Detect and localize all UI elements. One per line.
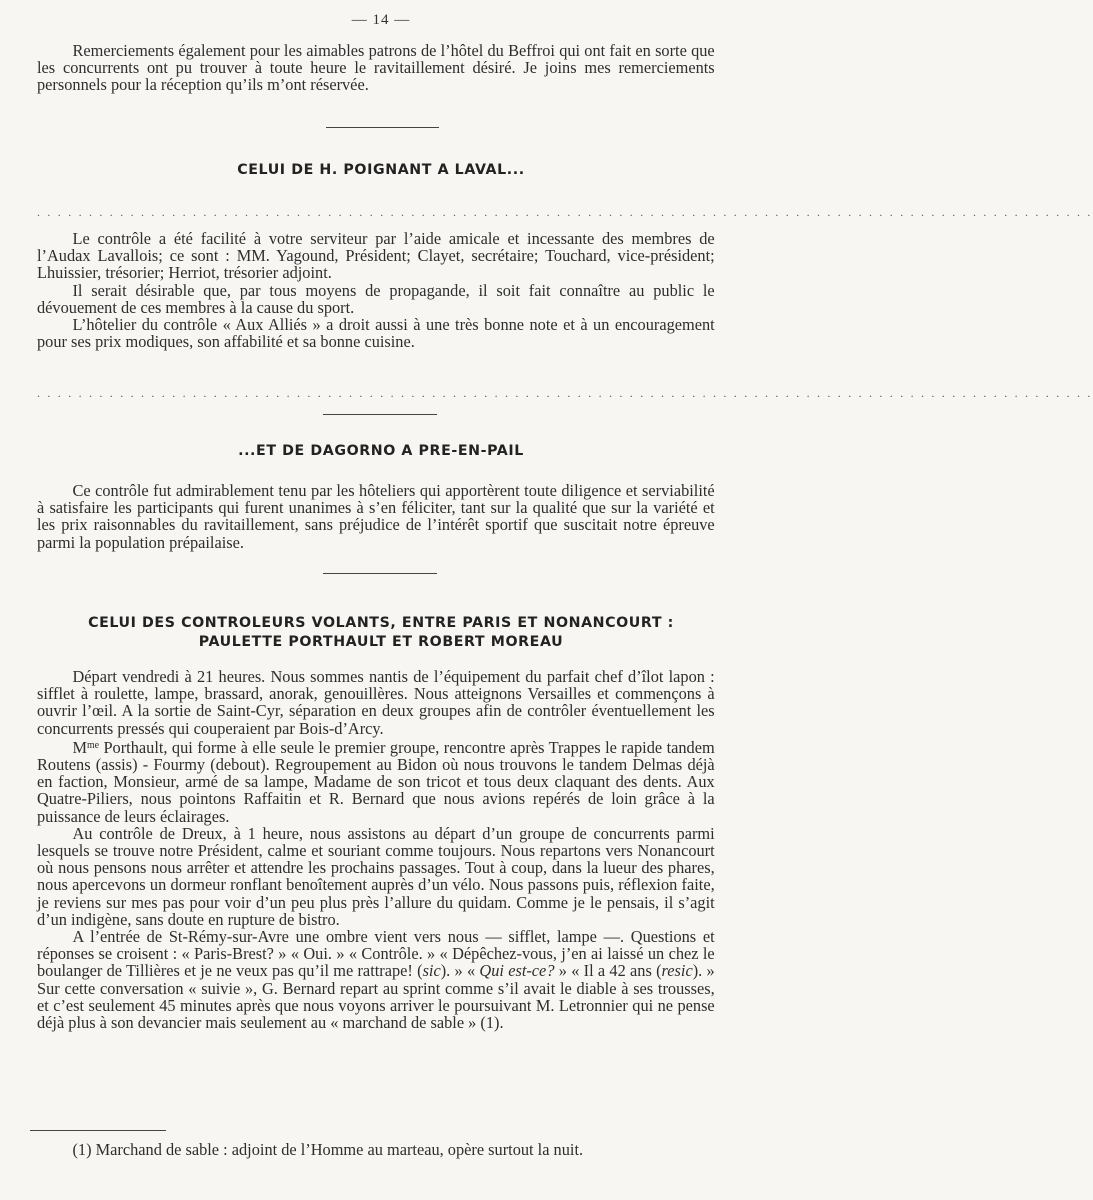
footnote-divider [30, 1130, 166, 1131]
section-divider [326, 127, 439, 128]
intro-paragraph: Remerciements également pour les aimables patrons de l’hôtel du Beffroi qui ont fait en sorte que les concurrents ont pu trouver à toute heure le ravitaillement désiré. Je joins mes remerciements personnels pour la réception qu’ils m’ont réservée. [37, 41, 715, 95]
ellipsis-line: . . . . . . . . . . . . . . . . . . . . . . . . . . . . . . . . . . . . . . . . . . . . . . . . . . . . . . . . . . . . . . . . . . . . . . . . . . . . . . . . . . . . . . . . . . . . . . . . . . . . . . [37, 386, 1093, 400]
pre-en-pail-block [37, 482, 715, 551]
controleurs-paragraph-4 [37, 928, 715, 1031]
intro-block [37, 42, 715, 94]
footnote-block [37, 1141, 715, 1158]
controleurs-paragraph-2-text: Porthault, qui forme à elle seule le premier groupe, rencontre après Trappes le rapide tandem Routens (assis) - Fourmy (debout). Regroupement au Bidon où nous trouvons le tandem Delmas déjà en faction, Monsieur, armé de sa lampe, Madame de son tricot et tous deux claquant des dents. Aux Quatre-Piliers, nous pointons Raffaitin et R. Bernard que nous avions repérés de loin grâce à la puissance de leurs éclairages. [37, 737, 715, 826]
section-divider [323, 414, 437, 415]
footnote-text: (1) Marchand de sable : adjoint de l’Homme au marteau, opère surtout la nuit. [72, 1140, 584, 1159]
text-run: » « Il a 42 ans ( [554, 961, 662, 981]
title-abbrev: M [72, 737, 88, 757]
italic-resic: resic [661, 961, 693, 981]
section-heading-laval: CELUI DE H. POIGNANT A LAVAL... [237, 162, 525, 178]
section-divider [323, 573, 437, 574]
italic-quote: Qui est-ce? [479, 961, 555, 981]
section-heading-pre-en-pail: ...ET DE DAGORNO A PRE-EN-PAIL [238, 443, 524, 459]
title-abbrev-sup: me [87, 739, 100, 751]
page-number: — 14 — [351, 12, 411, 28]
section-heading-controleurs-line-2: PAULETTE PORTHAULT ET ROBERT MOREAU [198, 634, 564, 650]
italic-sic: sic [422, 961, 441, 981]
laval-paragraph-1: Le contrôle a été facilité à votre serviteur par l’aide amicale et incessante des membres de l’Audax Lavallois; ce sont : MM. Yagound, Président; Clayet, secrétaire; Touchard, vice-président; Lhuissier, trésorier; Herriot, trésorier adjoint. [37, 229, 715, 283]
section-heading-controleurs-line-1: CELUI DES CONTROLEURS VOLANTS, ENTRE PARIS ET NONANCOURT : [88, 615, 674, 631]
controleurs-block [37, 668, 715, 1031]
ellipsis-line: . . . . . . . . . . . . . . . . . . . . . . . . . . . . . . . . . . . . . . . . . . . . . . . . . . . . . . . . . . . . . . . . . . . . . . . . . . . . . . . . . . . . . . . . . . . . . . . . . . . . . . [37, 205, 1093, 219]
laval-block [37, 230, 715, 350]
laval-paragraph-3: L’hôtelier du contrôle « Aux Alliés » a droit aussi à une très bonne note et à un encouragement pour ses prix modiques, son affabilité et sa bonne cuisine. [37, 315, 715, 352]
text-run: A l’entrée de St-Rémy-sur-Avre une ombre vient vers nous — sifflet, lampe —. Questions et réponses se croisent : « Paris-Brest? » « Oui. » « Contrôle. » « Dépêchez-vous, j’en ai laissé un chez le boulanger de Tillières et je ne veux pas qu’il me rattrape! ( [37, 927, 715, 981]
controleurs-paragraph-2 [37, 737, 715, 825]
text-run: ). » « [440, 961, 480, 981]
pre-en-pail-paragraph: Ce contrôle fut admirablement tenu par les hôteliers qui apportèrent toute diligence et serviabilité à satisfaire les participants qui furent unanimes à s’en féliciter, tant sur la qualité que sur la variété et les prix raisonnables du ravitaillement, sans préjudice de l’intérêt sportif que suscitait notre épreuve parmi la population prépailaise. [37, 481, 715, 552]
controleurs-paragraph-3: Au contrôle de Dreux, à 1 heure, nous assistons au départ d’un groupe de concurrents parmi lesquels se trouve notre Président, calme et souriant comme toujours. Nous repartons vers Nonancourt où nous pensons nous arrêter et attendre les prochains passages. Tout à coup, dans la lueur des phares, nous apercevons un dormeur ronflant benoîtement auprès d’un vélo. Nous passons puis, réflexion faite, je reviens sur mes pas pour voir d’un peu plus près l’allure du quidam. Comme je le pensais, il s’agit d’un indigène, sans doute en rupture de bistro. [37, 823, 715, 929]
text-run: ). » Sur cette conversation « suivie », G. Bernard repart au sprint comme s’il avait le diable à ses trousses, et c’est seulement 45 minutes après que nous voyons arriver le poursuivant M. Letronnier qui ne pense déjà plus à son devancier mais seulement au « marchand de sable » (1). [37, 961, 715, 1033]
controleurs-paragraph-1: Départ vendredi à 21 heures. Nous sommes nantis de l’équipement du parfait chef d’îlot lapon : sifflet à roulette, lampe, brassard, anorak, genouillères. Nous atteignons Versailles et commençons à ouvrir l’œil. A la sortie de Saint-Cyr, séparation en deux groupes afin de contrôler éventuellement les concurrents pressés qui couperaient par Bois-d’Arcy. [37, 667, 715, 738]
laval-paragraph-2: Il serait désirable que, par tous moyens de propagande, il soit fait connaître au public le dévouement de ces membres à la cause du sport. [37, 280, 715, 317]
